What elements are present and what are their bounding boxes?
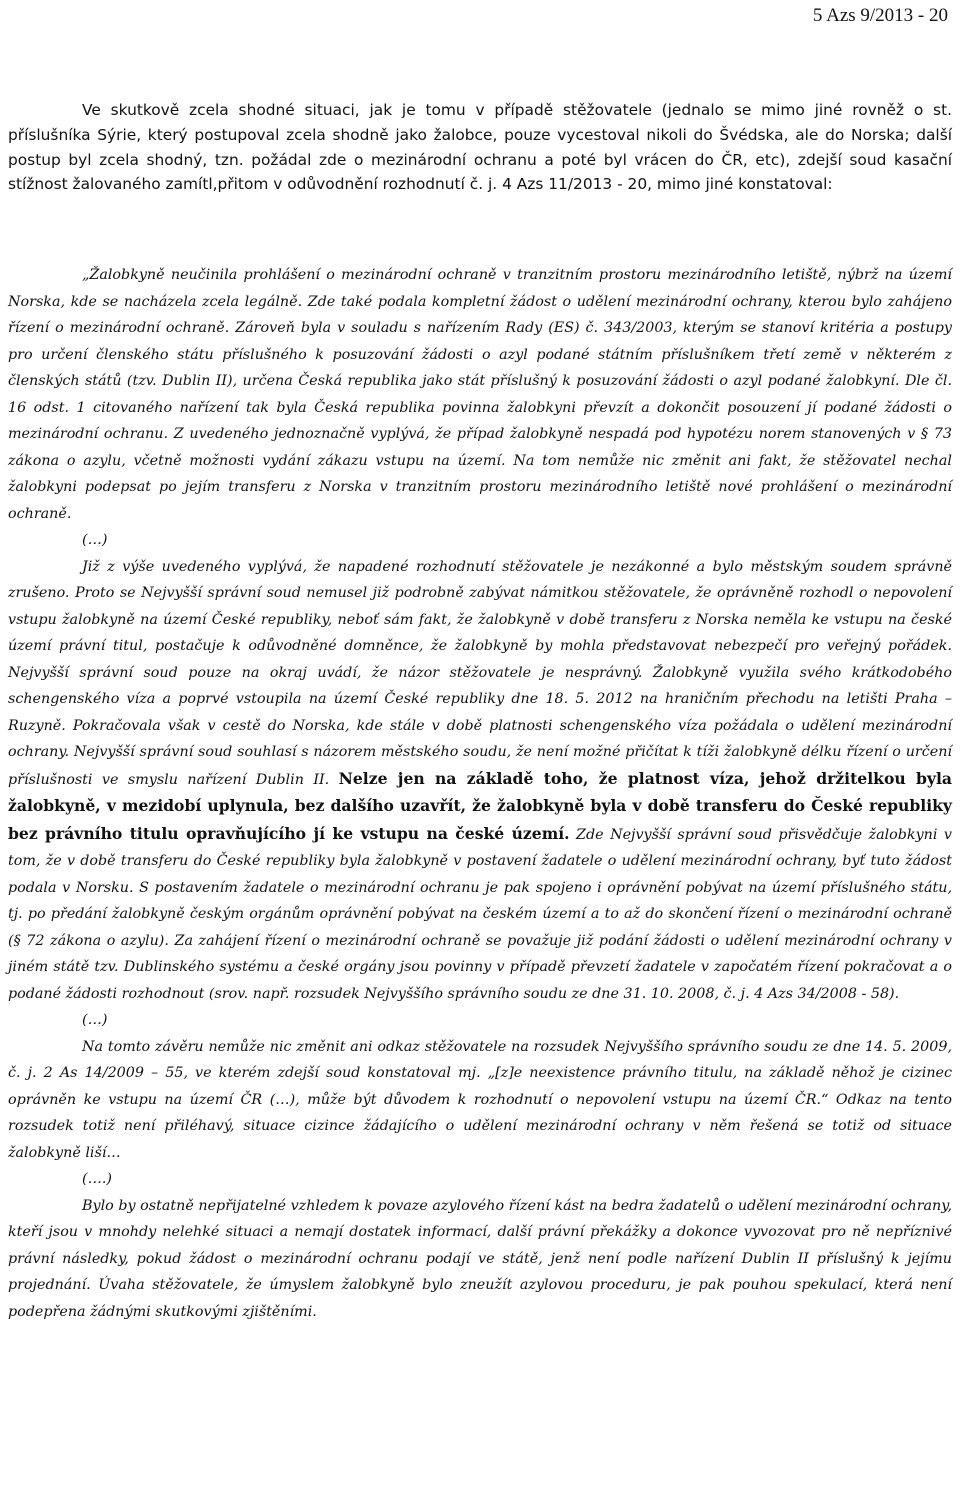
quote-paragraph-3: Na tomto závěru nemůže nic změnit ani odkaz stěžovatele na rozsudek Nejvyššího správního soudu ze dne 14. 5. 2009, č. j. 2 As 14/2009 – 55, ve kterém zdejší soud konstatoval mj. „[z]e neexistence právního titulu, na základě něhož je cizinec oprávněn ke vstupu na území ČR (…), může být důvodem k rozhodnutí o nepovolení vstupu na území ČR.“ Odkaz na tento rozsudek totiž není přiléhavý, situace cizince žádajícího o udělení mezinárodní ochrany v něm řešená se totiž od situace žalobkyně liší… — [8, 1038, 952, 1161]
quote-ellipsis-1: (…) — [82, 532, 108, 548]
quoted-judgment — [8, 262, 952, 1325]
quote-ellipsis-2: (…) — [82, 1012, 108, 1028]
quote-paragraph-1: „Žalobkyně neučinila prohlášení o mezinárodní ochraně v tranzitním prostoru mezinárodního letiště, nýbrž na území Norska, kde se nacházela zcela legálně. Zde také podala kompletní žádost o udělení mezinárodní ochrany, kterou bylo zahájeno řízení o mezinárodní ochraně. Zároveň byla v souladu s nařízením Rady (ES) č. 343/2003, kterým se stanoví kritéria a postupy pro určení členského státu příslušného k posuzování žádosti o azyl podané státním příslušníkem třetí země v některém z členských států (tzv. Dublin II), určena Česká republika jako stát příslušný k posuzování žádosti o azyl podané žalobkyní. Dle čl. 16 odst. 1 citovaného nařízení tak byla Česká republika povinna žalobkyni převzít a dokončit posouzení jí podané žádosti o mezinárodní ochranu. Z uvedeného jednoznačně vyplývá, že případ žalobkyně nespadá pod hypotézu norem stanovených v § 73 zákona o azylu, včetně možnosti vydání zákazu vstupu na území. Na tom nemůže nic změnit ani fakt, že stěžovatel nechal žalobkyni podepsat po jejím transferu z Norska v tranzitním prostoru mezinárodního letiště nové prohlášení o mezinárodní ochraně. — [8, 267, 952, 522]
quote-paragraph-2 — [8, 554, 952, 1008]
quote-bold-emphasis: Nelze jen na základě toho, že platnost víza, jehož držitelkou byla žalobkyně, v mezidobí uplynula, bez dalšího uzavřít, že žalobkyně byla v době transferu do České republiky bez právního titulu opravňujícího jí ke vstupu na české území. — [8, 768, 952, 843]
quote-ellipsis-3: (….) — [82, 1171, 112, 1187]
quote-paragraph-2-start: Již z výše uvedeného vyplývá, že napadené rozhodnutí stěžovatele je nezákonné a bylo městským soudem správně zrušeno. Proto se Nejvyšší správní soud nemusel již podrobně zabývat námitkou stěžovatele, že oprávněně rozhodl o nepovolení vstupu žalobkyně na území České republiky, neboť sám fakt, že žalobkyně v době transferu z Norska neměla ke vstupu na české území právní titul, postačuje k odůvodněné domněnce, že žalobkyně by mohla představovat nebezpečí pro veřejný pořádek. Nejvyšší správní soud pouze na okraj uvádí, že názor stěžovatele je nesprávný. Žalobkyně využila svého krátkodobého schengenského víza a poprvé vstoupila na území České republiky dne 18. 5. 2012 na hraničním přechodu na letišti Praha – Ruzyně. Pokračovala však v cestě do Norska, kde stále v době platnosti schengenského víza požádala o udělení mezinárodní ochrany. Nejvyšší správní soud souhlasí s názorem městského soudu, že není možné přičítat k tíži žalobkyně délku řízení o určení příslušnosti ve smyslu nařízení Dublin II. — [8, 558, 952, 788]
quote-paragraph-4: Bylo by ostatně nepřijatelné vzhledem k povaze azylového řízení kást na bedra žadatelů o udělení mezinárodní ochrany, kteří jsou v mnohdy nelehké situaci a nemají dostatek informací, další právní překážky a dokonce vyvozovat pro ně nepříznivé právní následky, pokud žádost o mezinárodní ochranu podají ve státě, jenž není podle nařízení Dublin II příslušný k jejímu projednání. Úvaha stěžovatele, že úmyslem žalobkyně bylo zneužít azylovou proceduru, je pak pouhou spekulací, která není podepřena žádnými skutkovými zjištěními. — [8, 1197, 952, 1320]
page-number: 5 Azs 9/2013 - 20 — [812, 5, 948, 26]
intro-paragraph: Ve skutkově zcela shodné situaci, jak je tomu v případě stěžovatele (jednalo se mimo jiné rovněž o st. příslušníka Sýrie, který postupoval zcela shodně jako žalobce, pouze vycestoval nikoli do Švédska, ale do Norska; další postup byl zcela shodný, tzn. požádal zde o mezinárodní ochranu a poté byl vrácen do ČR, etc), zdejší soud kasační stížnost žalovaného zamítl,přitom v odůvodnění rozhodnutí č. j. 4 Azs 11/2013 - 20, mimo jiné konstatoval: — [8, 101, 952, 194]
quote-paragraph-2-end: Zde Nejvyšší správní soud přisvědčuje žalobkyni v tom, že v době transferu do České republiky byla žalobkyně v postavení žadatele o udělení mezinárodní ochrany, byť tuto žádost podala v Norsku. S postavením žadatele o mezinárodní ochranu je pak spojeno i oprávnění pobývat na území příslušného státu, tj. po předání žalobkyně českým orgánům oprávnění pobývat na českém území a to až do skončení řízení o mezinárodní ochraně (§ 72 zákona o azylu). Za zahájení řízení o mezinárodní ochraně se považuje již podání žádosti o udělení mezinárodní ochrany v jiném státě tzv. Dublinského systému a české orgány jsou povinny v případě převzetí žadatele v započatém řízení pokračovat a o podané žádosti rozhodnout (srov. např. rozsudek Nejvyššího správního soudu ze dne 31. 10. 2008, č. j. 4 Azs 34/2008 - 58). — [8, 826, 953, 1002]
